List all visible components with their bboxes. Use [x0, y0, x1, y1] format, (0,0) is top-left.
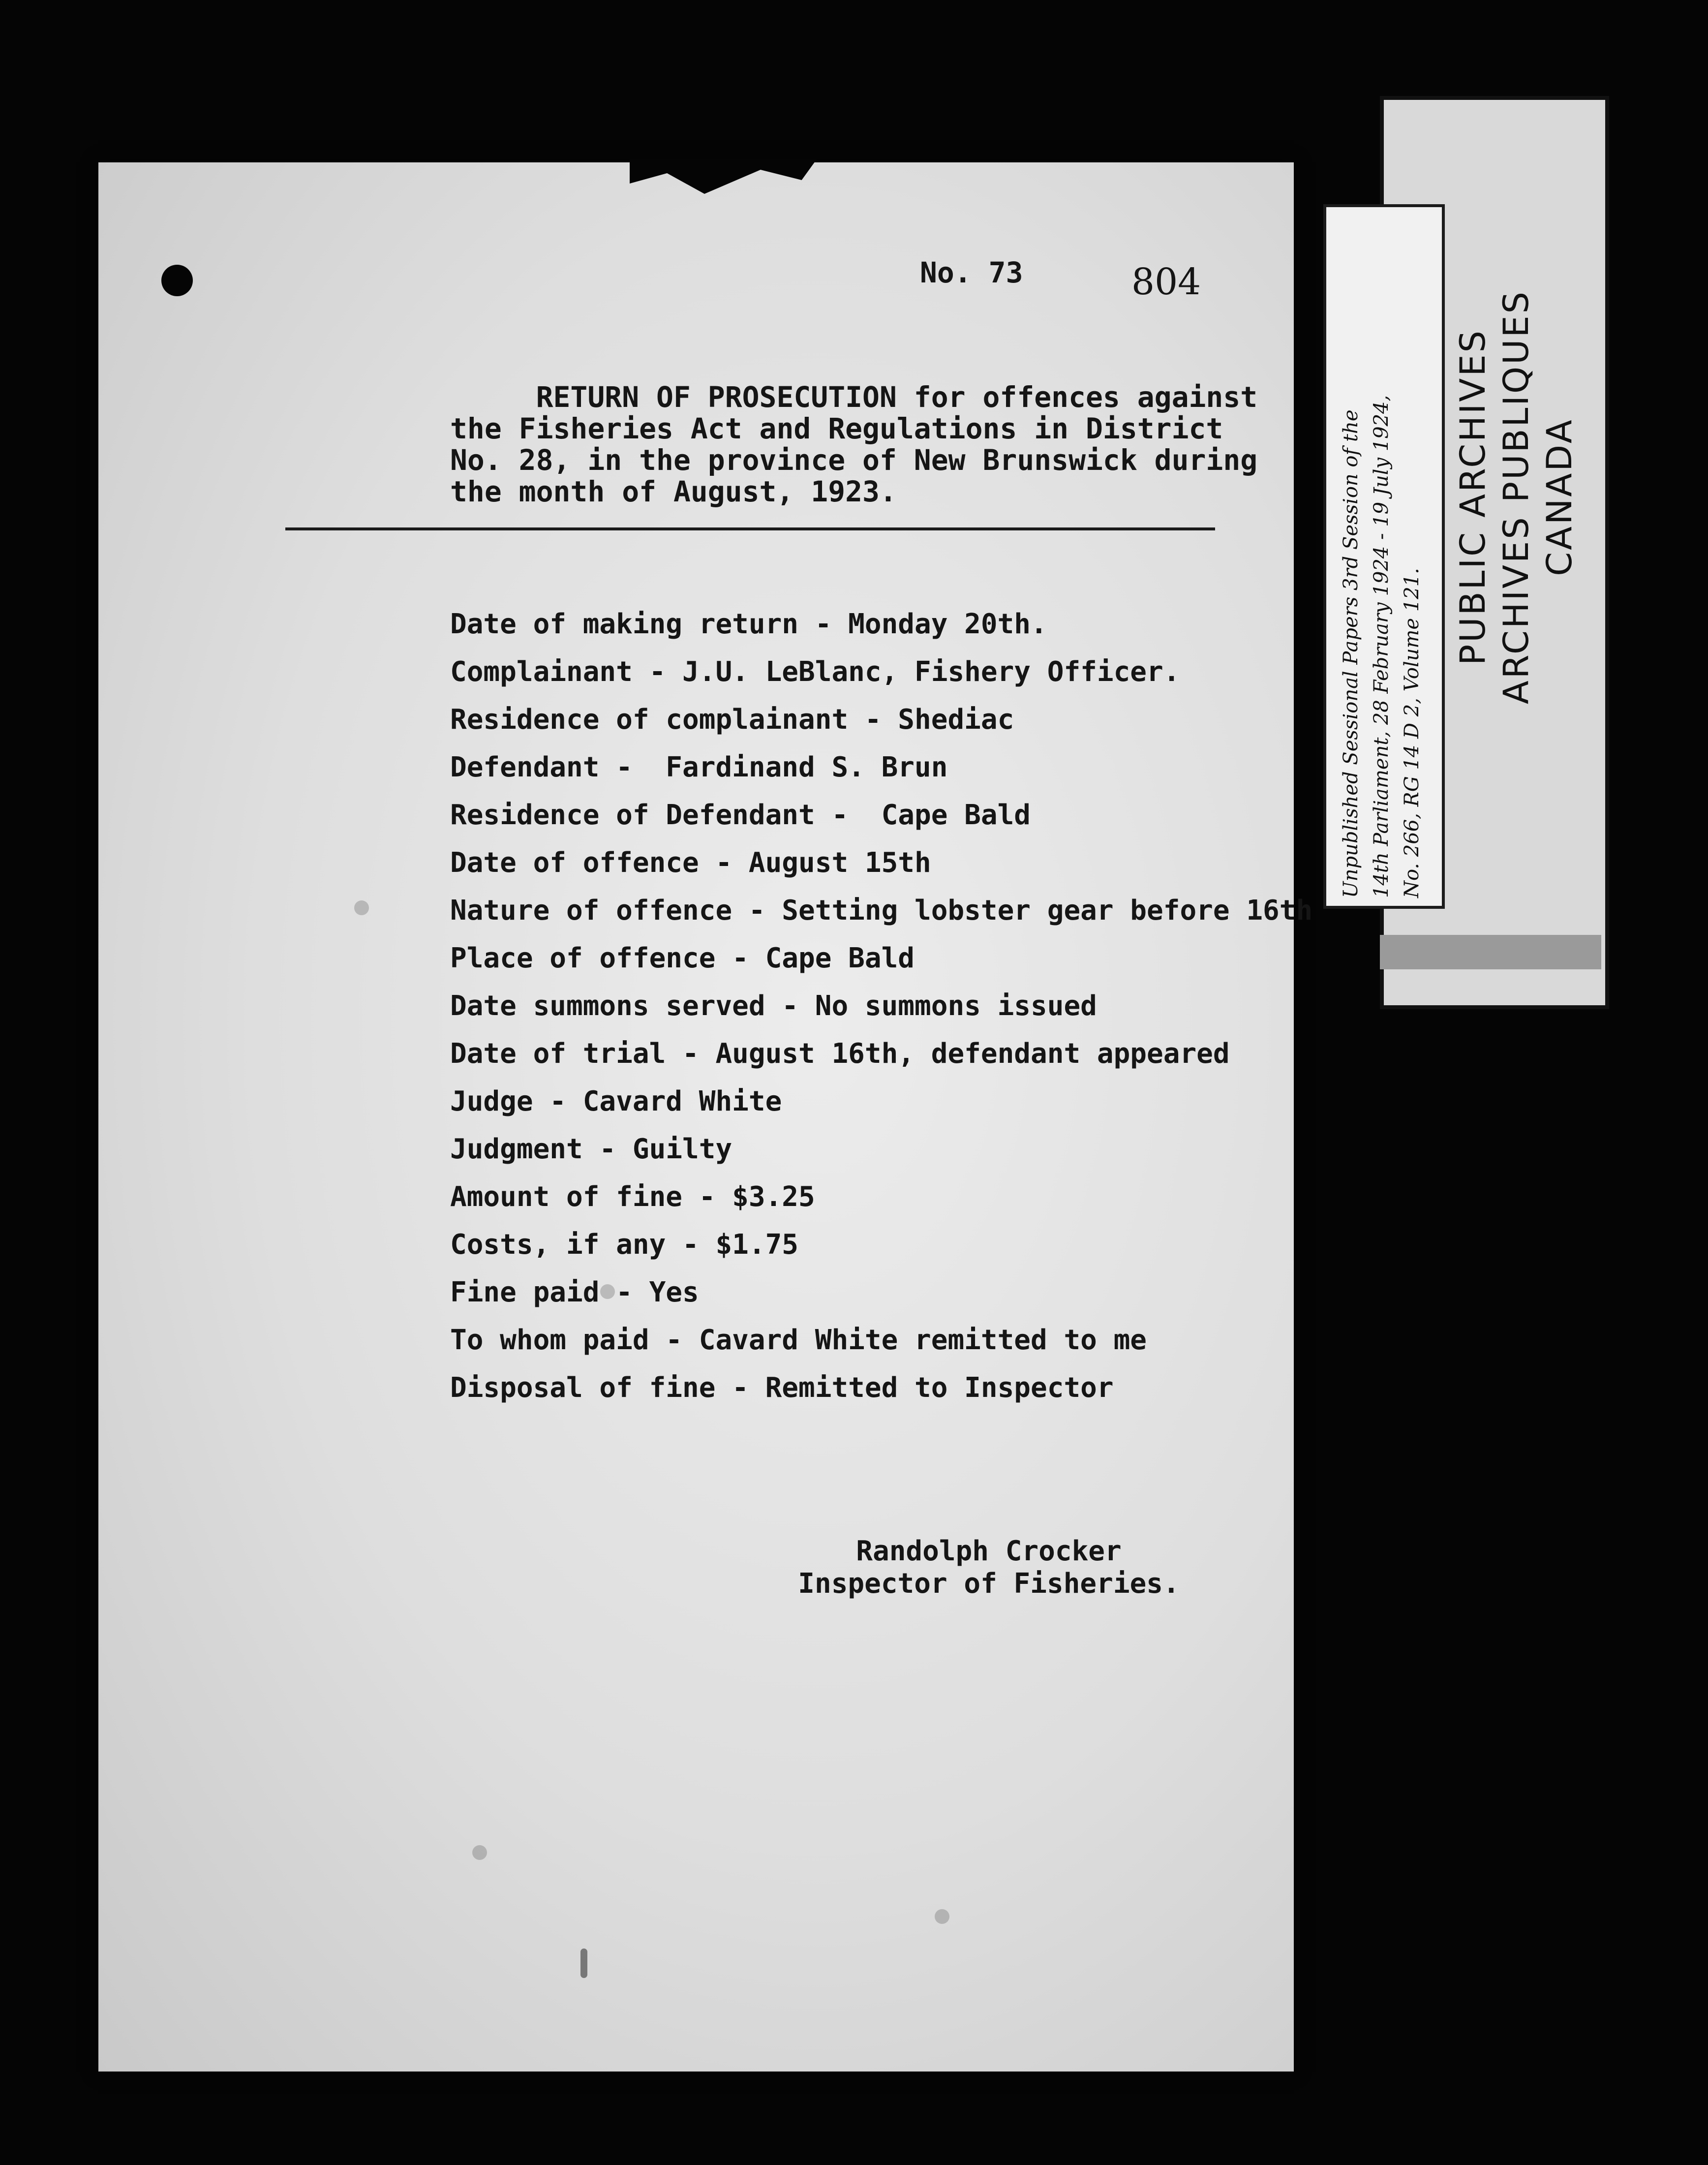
public-archives-stamp	[1451, 202, 1581, 792]
field-defendant-residence: Residence of Defendant - Cape Bald	[450, 799, 1031, 831]
signatory-title: Inspector of Fisheries.	[798, 1568, 1180, 1600]
field-disposal-of-fine: Disposal of fine - Remitted to Inspector	[450, 1372, 1114, 1404]
field-date-of-return: Date of making return - Monday 20th.	[450, 608, 1047, 640]
signature-block	[787, 1535, 1190, 1600]
page-stamp-number: 804	[1131, 261, 1201, 303]
field-place-of-offence: Place of offence - Cape Bald	[450, 942, 915, 974]
stamp-line: PUBLIC ARCHIVES	[1453, 329, 1493, 665]
ink-smudge	[600, 1284, 615, 1299]
field-paid-to: To whom paid - Cavard White remitted to me	[450, 1324, 1147, 1356]
field-nature-of-offence: Nature of offence - Setting lobster gear before 16th	[450, 895, 1313, 927]
ink-smudge	[472, 1845, 487, 1860]
field-amount-of-fine: Amount of fine - $3.25	[450, 1181, 815, 1213]
stamp-line: ARCHIVES PUBLIQUES	[1496, 289, 1536, 705]
document-number: No. 73	[920, 256, 1023, 289]
field-fine-paid: Fine paid - Yes	[450, 1276, 699, 1308]
torn-edge	[630, 159, 817, 194]
return-fields	[450, 600, 1385, 1412]
field-summons-served: Date summons served - No summons issued	[450, 990, 1097, 1022]
field-judge: Judge - Cavard White	[450, 1085, 782, 1117]
archive-reference-line: Unpublished Sessional Papers 3rd Session of the	[1340, 409, 1362, 898]
document-heading	[450, 381, 1286, 507]
pen-mark	[580, 1948, 587, 1978]
punch-hole	[161, 265, 193, 296]
stamp-line: CANADA	[1539, 418, 1580, 576]
ink-smudge	[354, 900, 369, 915]
field-defendant: Defendant - Fardinand S. Brun	[450, 751, 948, 783]
field-date-of-trial: Date of trial - August 16th, defendant appeared	[450, 1038, 1230, 1070]
field-complainant-residence: Residence of complainant - Shediac	[450, 704, 1014, 736]
divider-rule	[285, 527, 1215, 530]
document-page	[98, 162, 1313, 2072]
archive-reference-line: No. 266, RG 14 D 2, Volume 121.	[1401, 568, 1423, 898]
field-complainant: Complainant - J.U. LeBlanc, Fishery Officer.	[450, 656, 1180, 688]
ink-smudge	[935, 1909, 949, 1924]
archive-reference-text	[1336, 209, 1427, 898]
archive-reference-line: 14th Parliament, 28 February 1924 - 19 July 1924,	[1370, 395, 1393, 898]
field-date-of-offence: Date of offence - August 15th	[450, 847, 931, 879]
heading-line: the month of August, 1923.	[450, 475, 897, 508]
signatory-name: Randolph Crocker	[856, 1535, 1122, 1567]
heading-line: the Fisheries Act and Regulations in District	[450, 412, 1223, 445]
heading-line: RETURN OF PROSECUTION for offences against	[450, 380, 1258, 414]
field-costs: Costs, if any - $1.75	[450, 1229, 799, 1261]
field-judgment: Judgment - Guilty	[450, 1133, 732, 1165]
archive-folder-stripe	[1380, 935, 1601, 969]
heading-line: No. 28, in the province of New Brunswick during	[450, 443, 1258, 477]
